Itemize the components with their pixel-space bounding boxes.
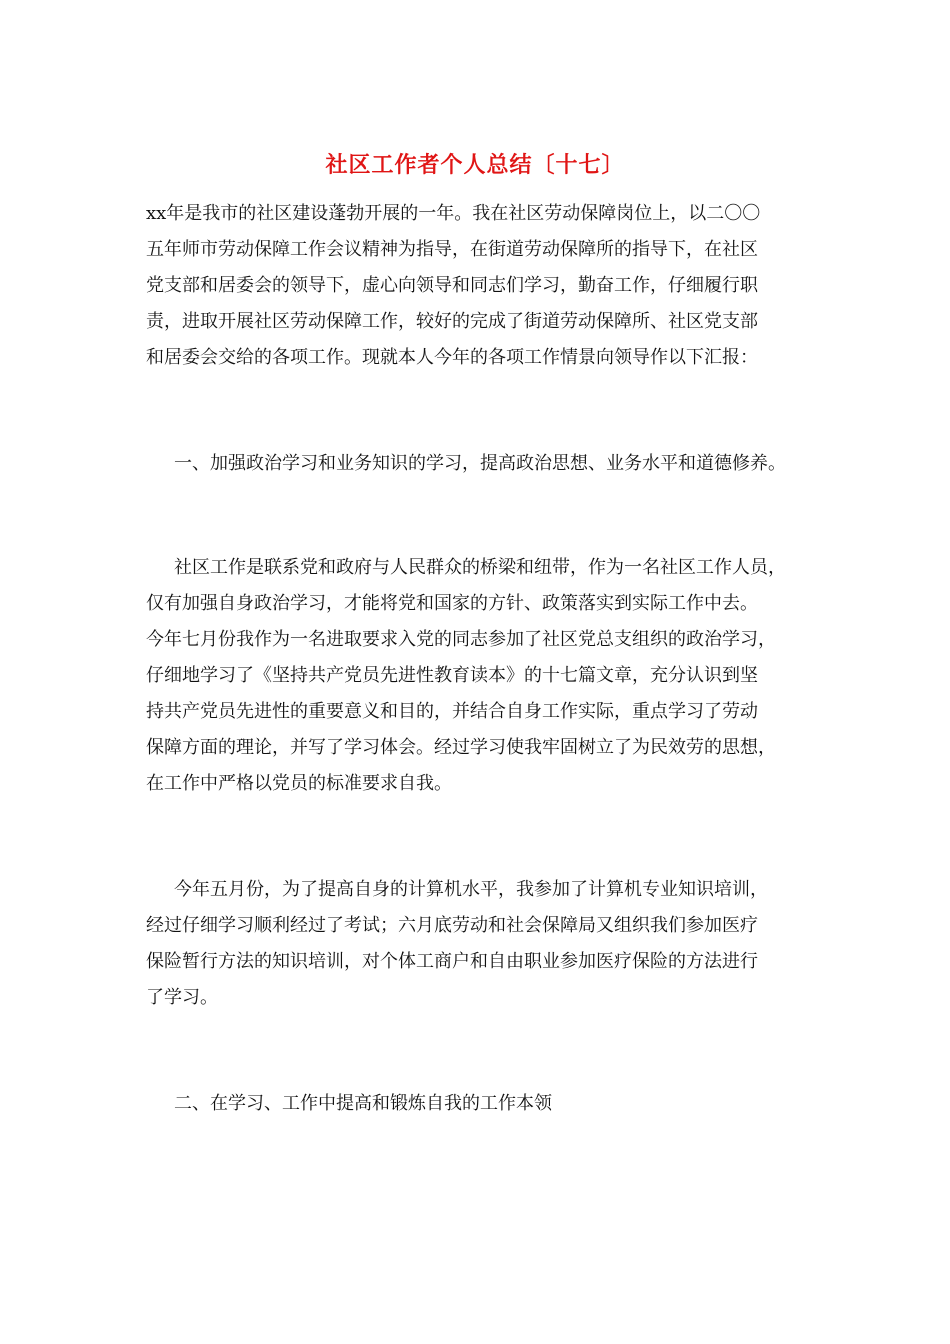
document-title: 社区工作者个人总结〔十七〕 (325, 152, 625, 178)
intro-line-1: xx年是我市的社区建设蓬勃开展的一年。我在社区劳动保障岗位上，以二〇〇 (146, 203, 761, 224)
paragraph-3-line-2: 经过仔细学习顺利经过了考试；六月底劳动和社会保障局又组织我们参加医疗 (146, 915, 758, 936)
intro-line-3: 党支部和居委会的领导下，虚心向领导和同志们学习，勤奋工作，仔细履行职 (146, 275, 758, 296)
intro-line-2: 五年师市劳动保障工作会议精神为指导，在街道劳动保障所的指导下，在社区 (146, 239, 758, 260)
paragraph-3-line-4: 了学习。 (146, 987, 218, 1008)
section-heading-1: 一、加强政治学习和业务知识的学习，提高政治思想、业务水平和道德修养。 (174, 453, 786, 474)
section-heading-2: 二、在学习、工作中提高和锻炼自我的工作本领 (174, 1093, 552, 1114)
intro-line-5: 和居委会交给的各项工作。现就本人今年的各项工作情景向领导作以下汇报： (146, 347, 758, 368)
paragraph-3-line-1: 今年五月份，为了提高自身的计算机水平，我参加了计算机专业知识培训， (174, 879, 768, 900)
intro-line-4: 责，进取开展社区劳动保障工作，较好的完成了街道劳动保障所、社区党支部 (146, 311, 758, 332)
paragraph-2-line-5: 持共产党员先进性的重要意义和目的，并结合自身工作实际，重点学习了劳动 (146, 701, 758, 722)
paragraph-2-line-1: 社区工作是联系党和政府与人民群众的桥梁和纽带，作为一名社区工作人员， (174, 557, 786, 578)
paragraph-3-line-3: 保险暂行方法的知识培训，对个体工商户和自由职业参加医疗保险的方法进行 (146, 951, 758, 972)
paragraph-2-line-6: 保障方面的理论，并写了学习体会。经过学习使我牢固树立了为民效劳的思想， (146, 737, 776, 758)
paragraph-2-line-3: 今年七月份我作为一名进取要求入党的同志参加了社区党总支组织的政治学习， (146, 629, 776, 650)
paragraph-2-line-4: 仔细地学习了《坚持共产党员先进性教育读本》的十七篇文章，充分认识到坚 (146, 665, 758, 686)
paragraph-2-line-7: 在工作中严格以党员的标准要求自我。 (146, 773, 452, 794)
paragraph-2-line-2: 仅有加强自身政治学习，才能将党和国家的方针、政策落实到实际工作中去。 (146, 593, 758, 614)
